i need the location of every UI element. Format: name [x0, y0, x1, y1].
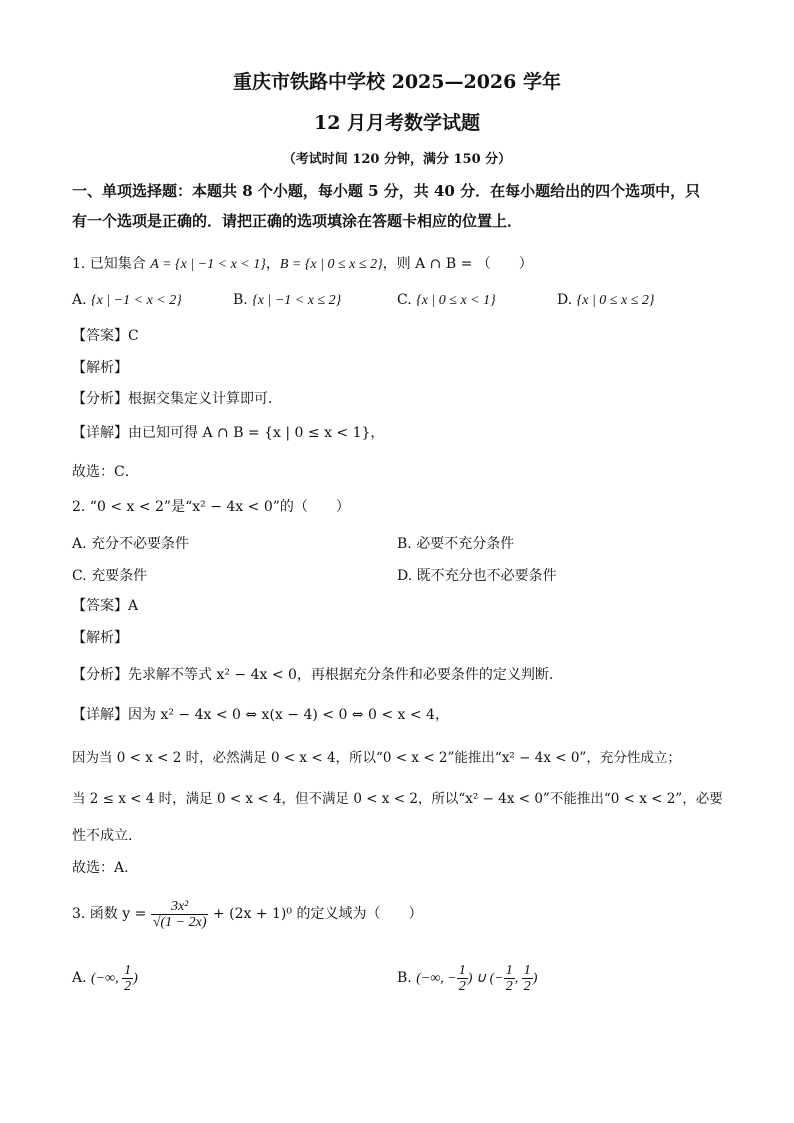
q2-detail-line3: 当 2 ≤ x < 4 时，满足 0 < x < 4，但不满足 0 < x < 2，所以“x² − 4x < 0”不能推出“0 < x < 2”，必要: [72, 791, 723, 807]
q1-xiangjie-tag: 【详解】: [72, 425, 128, 441]
q2-option-b: B. 必要不充分条件: [397, 536, 515, 552]
q2-detail-line4: 性不成立.: [72, 828, 133, 844]
q1-option-d: [557, 290, 654, 311]
q3-stem-suffix: + (2x + 1)⁰ 的定义域为（ ）: [208, 906, 423, 922]
q3-option-b-num2: 1: [505, 962, 513, 978]
q1-xiangjie-text: 由已知可得 A ∩ B = {x | 0 ≤ x < 1}，: [128, 425, 385, 441]
q1-option-d-value: {x | 0 ≤ x ≤ 2}: [576, 293, 655, 308]
q3-option-a-den: 2: [124, 978, 132, 994]
q1-separator: ，: [265, 256, 280, 272]
q1-fenxi-tag: 【分析】: [72, 391, 128, 407]
q3-option-b-num3: 1: [523, 962, 531, 978]
q2-fenxi-text: 先求解不等式 x² − 4x < 0，再根据充分条件和必要条件的定义判断.: [128, 667, 554, 683]
q3-option-b-fraction2: [504, 963, 515, 994]
q1-stem-prefix: 1. 已知集合: [72, 256, 151, 272]
exam-title: 重庆市铁路中学校 2025—2026 学年: [233, 71, 561, 93]
q3-option-b-part3: ,: [514, 971, 522, 986]
q3-stem-prefix: 3. 函数 y =: [72, 906, 151, 922]
q3-option-b-den3: 2: [523, 978, 531, 994]
exam-subtitle: 12 月月考数学试题: [313, 112, 481, 134]
q2-detail-line2: 因为当 0 < x < 2 时，必然满足 0 < x < 4，所以“0 < x < 2”能推出“x² − 4x < 0”，充分性成立；: [72, 750, 681, 766]
q1-set-a: A = {x | −1 < x < 1}: [150, 257, 266, 272]
q1-option-b-label: B.: [233, 292, 248, 308]
q2-answer-tag: 【答案】: [72, 598, 128, 614]
q1-option-c-value: {x | 0 ≤ x < 1}: [416, 293, 496, 308]
q3-option-b-den1: 2: [458, 978, 466, 994]
q3-option-b-part2: ) ∪ (−: [467, 971, 504, 986]
q2-xiangjie-text: 因为 x² − 4x < 0 ⇔ x(x − 4) < 0 ⇔ 0 < x < 4，: [128, 707, 449, 723]
q2-answer: [72, 596, 138, 616]
q1-option-b: [233, 290, 341, 311]
q2-xiangjie-tag: 【详解】: [72, 707, 128, 723]
q3-fraction-denominator: √(1 − 2x): [152, 914, 207, 930]
q2-analysis-tag: 【解析】: [72, 630, 128, 646]
q1-option-d-label: D.: [557, 292, 573, 308]
q1-option-a-value: {x | −1 < x < 2}: [91, 293, 182, 308]
q1-option-a-label: A.: [72, 292, 87, 308]
q2-option-d: D. 既不充分也不必要条件: [397, 568, 557, 584]
q1-xiangjie: [72, 423, 384, 443]
q1-stem-suffix: ，则 A ∩ B = （ ）: [382, 256, 533, 272]
q1-stem: [72, 254, 533, 275]
q1-option-b-value: {x | −1 < x ≤ 2}: [252, 293, 342, 308]
q3-option-b-den2: 2: [505, 978, 513, 994]
q3-option-b: [397, 958, 537, 999]
q3-option-a-right: ): [133, 971, 138, 986]
q1-fenxi: [72, 389, 282, 409]
q1-fenxi-text: 根据交集定义计算即可．: [128, 391, 282, 407]
exam-info: （考试时间 120 分钟，满分 150 分）: [282, 152, 512, 167]
q1-answer-tag: 【答案】: [72, 328, 128, 344]
q2-answer-value: A: [128, 598, 139, 614]
q3-option-b-num1: 1: [458, 962, 466, 978]
q1-option-c: [397, 290, 496, 311]
q1-analysis-tag: 【解析】: [72, 360, 128, 376]
q1-set-b: B = {x | 0 ≤ x ≤ 2}: [279, 257, 383, 272]
q1-conclusion: 故选：C．: [72, 464, 139, 480]
section-heading-line1: 一、单项选择题：本题共 8 个小题，每小题 5 分，共 40 分．在每小题给出的四个选项中，只: [72, 182, 701, 200]
q1-answer: [72, 326, 139, 346]
q3-option-b-part4: ): [532, 971, 538, 986]
q3-option-b-label: B.: [397, 970, 412, 986]
q2-stem: 2. “0 < x < 2”是“x² − 4x < 0”的（ ）: [72, 499, 350, 515]
section-heading-line2: 有一个选项是正确的．请把正确的选项填涂在答题卡相应的位置上．: [72, 212, 523, 230]
q3-fraction-numerator: 3x²: [151, 899, 209, 915]
q2-option-a: A. 充分不必要条件: [72, 536, 190, 552]
q1-option-a: [72, 290, 182, 311]
q3-stem: [72, 896, 422, 932]
q2-fenxi: [72, 665, 553, 685]
q3-option-a: [72, 958, 138, 999]
q3-option-a-label: A.: [72, 970, 87, 986]
q3-fraction: [151, 899, 209, 930]
q3-option-a-num: 1: [124, 962, 132, 978]
q2-fenxi-tag: 【分析】: [72, 667, 128, 683]
q2-conclusion: 故选：A.: [72, 860, 129, 876]
q3-option-b-part1: (−∞, −: [416, 971, 457, 986]
q2-xiangjie: [72, 705, 449, 725]
q1-option-c-label: C.: [397, 292, 412, 308]
q3-option-b-fraction3: [522, 963, 533, 994]
q3-option-a-fraction: [122, 963, 133, 994]
q3-option-b-fraction1: [457, 963, 468, 994]
q2-option-c: C. 充要条件: [72, 568, 148, 584]
q1-answer-value: C: [128, 328, 139, 344]
q3-option-a-left: (−∞,: [91, 971, 123, 986]
